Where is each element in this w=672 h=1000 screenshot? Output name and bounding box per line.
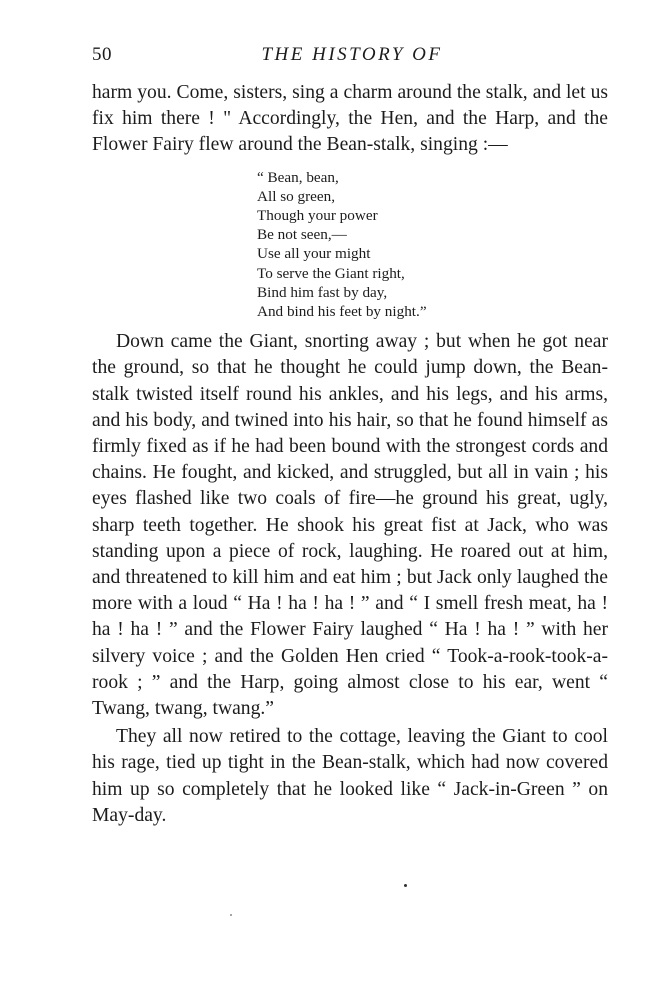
poem-line: “ Bean, bean,: [257, 168, 339, 186]
ink-mark: [404, 884, 407, 887]
poem-line: To serve the Giant right,: [257, 264, 405, 282]
paper-speck: [230, 914, 232, 916]
body-text: [92, 80, 608, 829]
running-title: THE HISTORY OF: [261, 44, 443, 65]
page-number: 50: [92, 44, 112, 65]
poem-line: All so green,: [257, 187, 336, 205]
poem-line: Though your power: [257, 207, 378, 225]
page-header: [92, 44, 612, 74]
poem: [257, 168, 608, 322]
poem-line: Use all your might: [257, 245, 371, 263]
paragraph-2: Down came the Giant, snorting away ; but when he got near the ground, so that he thought he could jump down, the Bean-stalk twisted itself round his ankles, and his legs, and his arms, and his body, and twined into his hair, so that he found himself as firmly fixed as if he had been bound with the strongest cords and chains. He fought, and kicked, and struggled, but all in vain ; his eyes flashed like two coals of fire—he ground his great, ugly, sharp teeth together. He shook his great fist at Jack, who was standing upon a piece of rock, laughing. He roared out at him, and threatened to kill him and eat him ; but Jack only laughed the more with a loud “ Ha ! ha ! ha ! ” and “ I smell fresh meat, ha ! ha ! ha ! ” and the Flower Fairy laughed “ Ha ! ha ! ” with her silvery voice ; and the Golden Hen cried “ Took-a-rook-took-a-rook ; ” and the Harp, going almost close to his ear, went “ Twang, twang, twang.”: [92, 331, 608, 720]
paragraph-1: harm you. Come, sisters, sing a charm around the stalk, and let us fix him there ! " Accordingly, the Hen, and the Harp, and the Flower Fairy flew around the Bean-stalk, singing :—: [92, 82, 608, 156]
poem-line: Be not seen,—: [257, 226, 347, 244]
poem-line: And bind his feet by night.”: [257, 303, 427, 321]
paragraph-3: They all now retired to the cottage, leaving the Giant to cool his rage, tied up tight in the Bean-stalk, which had now covered him up so completely that he looked like “ Jack-in-Green ” on May-day.: [92, 726, 608, 826]
poem-line: Bind him fast by day,: [257, 283, 388, 301]
